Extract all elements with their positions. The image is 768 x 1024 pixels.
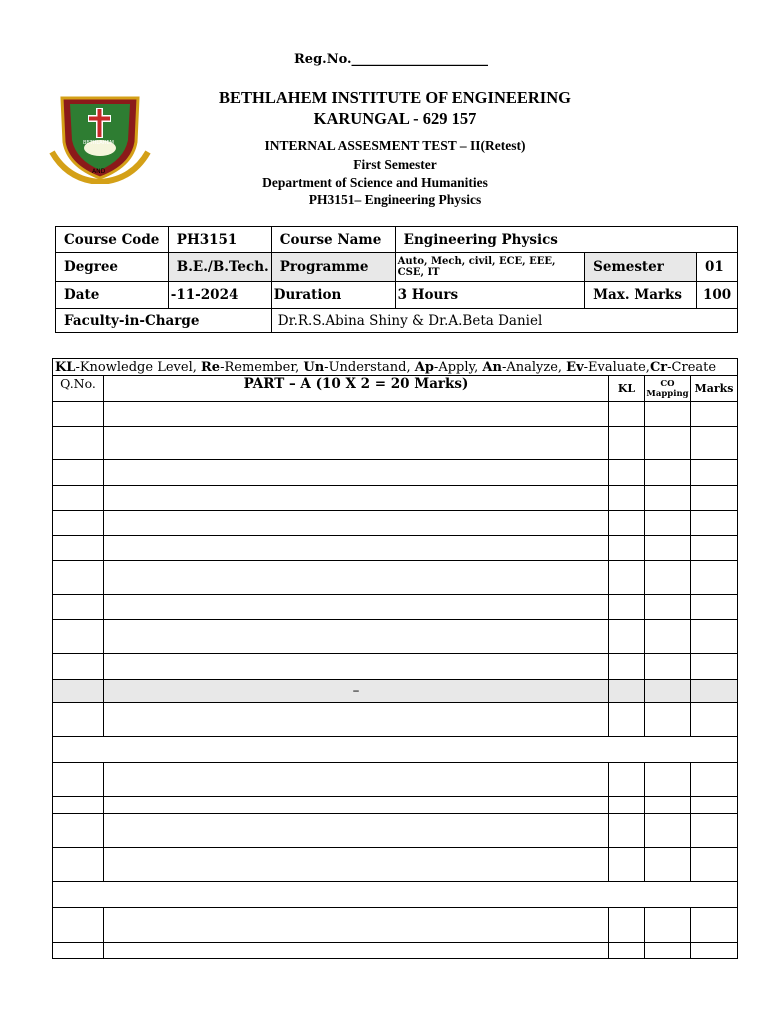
- college-logo: [48, 92, 152, 184]
- part-a-title: PART – A (10 X 2 = 20 Marks): [103, 376, 608, 402]
- table-row: [53, 848, 738, 882]
- qno-header: Q.No.: [53, 376, 104, 402]
- course-code-label: Course Code: [56, 227, 169, 253]
- date-label: Date: [56, 282, 169, 309]
- programme-label: Programme: [271, 253, 395, 282]
- duration-value: 3 Hours: [395, 282, 584, 309]
- exam-department: Department of Science and Humanities: [262, 175, 488, 190]
- table-row: [53, 402, 738, 427]
- degree-label: Degree: [56, 253, 169, 282]
- knowledge-level-legend: KL-Knowledge Level, Re-Remember, Un-Understand, Ap-Apply, An-Analyze, Ev-Evaluate,Cr-Create: [53, 359, 738, 376]
- max-marks-label: Max. Marks: [585, 282, 697, 309]
- exam-title: INTERNAL ASSESMENT TEST – II(Retest): [264, 138, 526, 153]
- part-b-heading: –: [103, 680, 608, 703]
- exam-semester: First Semester: [353, 157, 437, 172]
- table-row: [53, 908, 738, 943]
- table-row: [53, 797, 738, 814]
- table-row: [53, 943, 738, 959]
- part-b-heading-row: [53, 680, 738, 703]
- logo-bottom-text: AND: [92, 168, 106, 175]
- course-name-label: Course Name: [271, 227, 395, 253]
- kl-header: KL: [609, 376, 645, 402]
- table-row: [53, 536, 738, 561]
- table-row: [53, 561, 738, 595]
- faculty-value: Dr.R.S.Abina Shiny & Dr.A.Beta Daniel: [271, 309, 737, 333]
- max-marks-value: 100: [696, 282, 737, 309]
- course-name-value: Engineering Physics: [395, 227, 737, 253]
- programme-value: Auto, Mech, civil, ECE, EEE, CSE, IT: [395, 253, 584, 282]
- section-row: [53, 737, 738, 763]
- table-row: [53, 654, 738, 680]
- course-code-value: PH3151: [168, 227, 271, 253]
- table-row: [53, 595, 738, 620]
- reg-no: Reg.No._____________________: [294, 52, 489, 67]
- marks-header: Marks: [690, 376, 737, 402]
- table-row: [53, 620, 738, 654]
- institute-address: KARUNGAL - 629 157: [313, 109, 477, 128]
- co-mapping-header: CO Mapping: [645, 376, 691, 402]
- date-value: -11-2024: [168, 282, 271, 309]
- exam-subject: PH3151– Engineering Physics: [308, 192, 482, 207]
- table-row: [53, 511, 738, 536]
- semester-value: 01: [696, 253, 737, 282]
- table-row: [53, 703, 738, 737]
- faculty-label: Faculty-in-Charge: [56, 309, 272, 333]
- table-row: [53, 460, 738, 486]
- part-a-table: [52, 358, 738, 959]
- logo-name-text: BETHLAHEM: [83, 140, 114, 146]
- semester-label: Semester: [585, 253, 697, 282]
- table-row: [53, 814, 738, 848]
- duration-label: Duration: [271, 282, 395, 309]
- section-row: [53, 882, 738, 908]
- table-row: [53, 427, 738, 460]
- table-row: [53, 486, 738, 511]
- table-row: [53, 763, 738, 797]
- institute-name: BETHLAHEM INSTITUTE OF ENGINEERING: [219, 88, 571, 107]
- degree-value: B.E./B.Tech.: [168, 253, 271, 282]
- course-info-table: [55, 226, 738, 333]
